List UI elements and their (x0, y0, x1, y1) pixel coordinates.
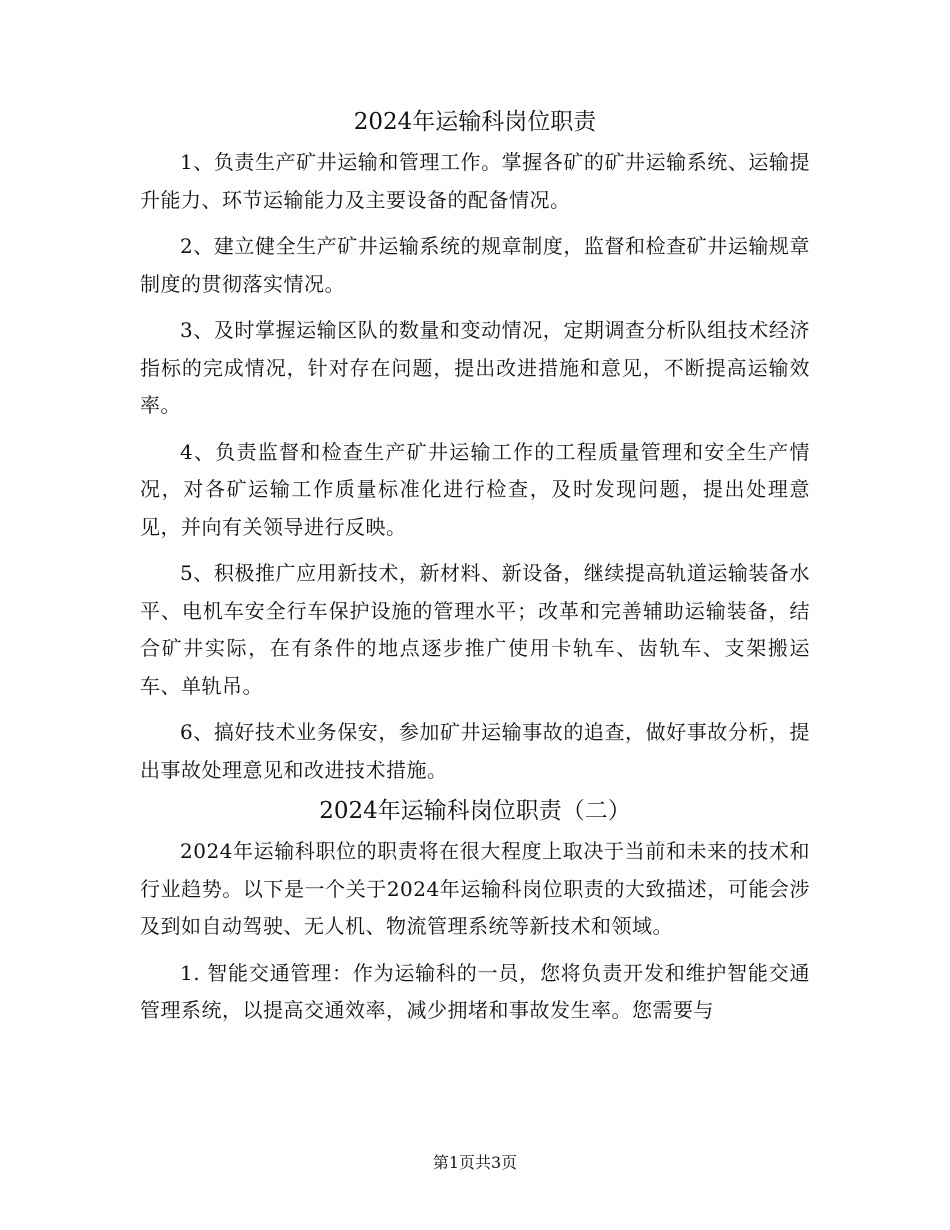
paragraph-duty-5: 5、积极推广应用新技术，新材料、新设备，继续提高轨道运输装备水平、电机车安全行车保护设施的管理水平；改革和完善辅助运输装备，结合矿井实际，在有条件的地点逐步推广使用卡轨车、齿轨车、支架搬运车、单轨吊。 (140, 561, 810, 698)
page-number: 第1页共3页 (432, 1153, 518, 1172)
paragraph-duty-6: 6、搞好技术业务保安，参加矿井运输事故的追查，做好事故分析，提出事故处理意见和改进技术措施。 (140, 720, 810, 782)
document-title: 2024年运输科岗位职责 (353, 109, 597, 135)
section-title-2: 2024年运输科岗位职责（二） (319, 798, 631, 824)
paragraph-duty-3: 3、及时掌握运输区队的数量和变动情况，定期调查分析队组技术经济指标的完成情况，针对存在问题，提出改进措施和意见，不断提高运输效率。 (140, 318, 810, 417)
paragraph-duty-4: 4、负责监督和检查生产矿井运输工作的工程质量管理和安全生产情况，对各矿运输工作质量标准化进行检查，及时发现问题，提出处理意见，并向有关领导进行反映。 (140, 439, 810, 539)
paragraph-item-1: 1. 智能交通管理：作为运输科的一员，您将负责开发和维护智能交通管理系统，以提高交通效率，减少拥堵和事故发生率。您需要与 (140, 960, 810, 1022)
document-body (140, 100, 810, 1030)
paragraph-duty-1: 1、负责生产矿井运输和管理工作。掌握各矿的矿井运输系统、运输提升能力、环节运输能力及主要设备的配备情况。 (140, 150, 810, 212)
paragraph-intro-2: 2024年运输科职位的职责将在很大程度上取决于当前和未来的技术和行业趋势。以下是一个关于2024年运输科岗位职责的大致描述，可能会涉及到如自动驾驶、无人机、物流管理系统等新技术和领域。 (140, 839, 810, 938)
paragraph-duty-2: 2、建立健全生产矿井运输系统的规章制度，监督和检查矿井运输规章制度的贯彻落实情况。 (140, 234, 810, 296)
